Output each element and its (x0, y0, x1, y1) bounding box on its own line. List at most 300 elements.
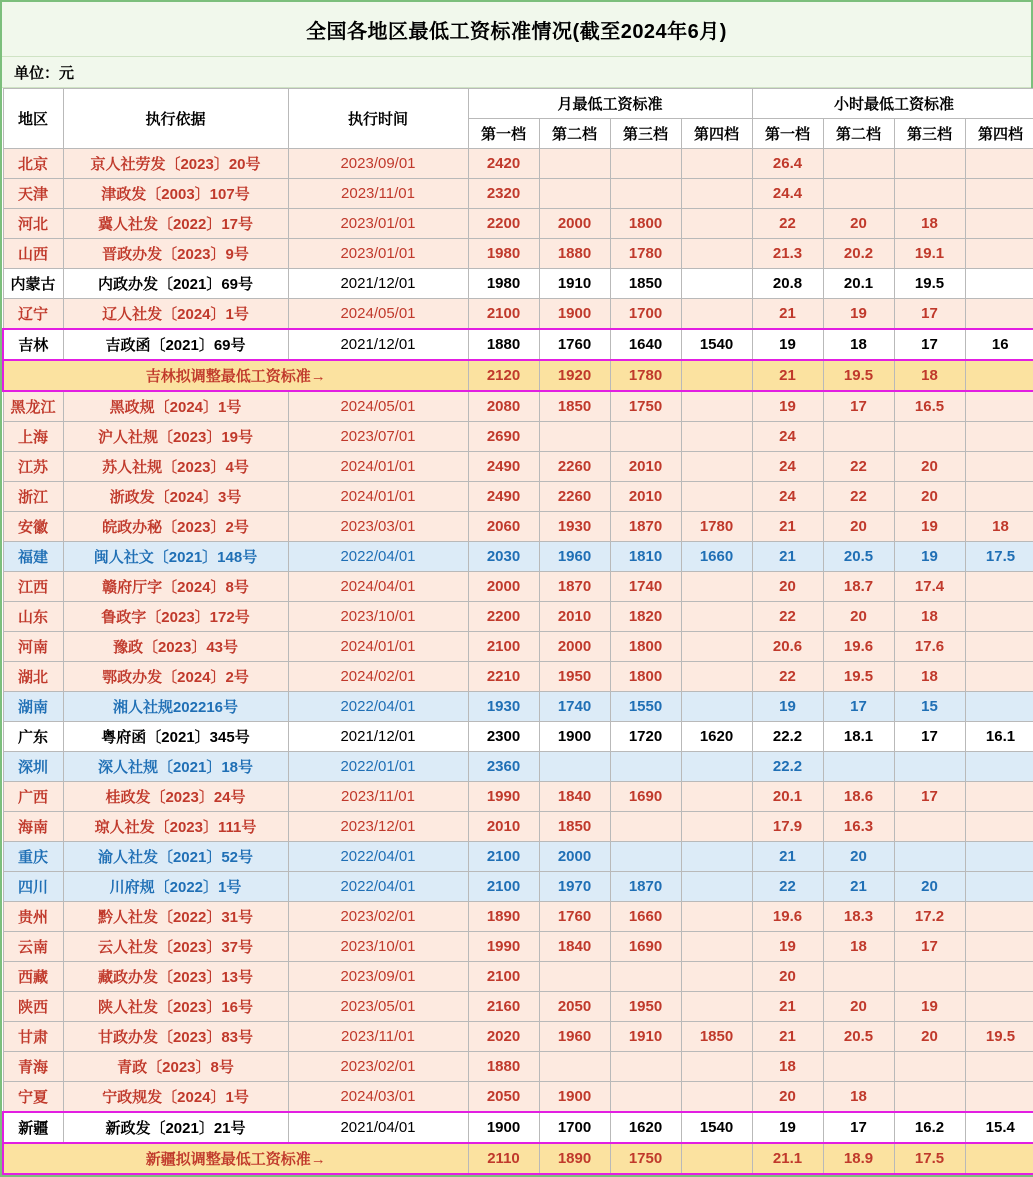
cell-hourly-level3: 18 (894, 209, 965, 239)
cell-hourly-level3: 16.5 (894, 391, 965, 422)
cell-basis: 甘政办发〔2023〕83号 (63, 1022, 288, 1052)
cell-region: 新疆 (3, 1112, 63, 1143)
cell-basis: 陕人社发〔2023〕16号 (63, 992, 288, 1022)
cell-basis: 内政办发〔2021〕69号 (63, 269, 288, 299)
cell-hourly-level2: 20 (823, 992, 894, 1022)
cell-hourly-level2: 17 (823, 391, 894, 422)
cell-hourly-level3 (894, 842, 965, 872)
cell-hourly-level2 (823, 149, 894, 179)
cell-monthly-level3: 1910 (610, 1022, 681, 1052)
cell-hourly-level1: 20 (752, 1082, 823, 1113)
cell-hourly-level1: 21 (752, 360, 823, 391)
cell-region: 青海 (3, 1052, 63, 1082)
table-row (3, 782, 1033, 812)
cell-monthly-level4 (681, 902, 752, 932)
cell-monthly-level2: 1900 (539, 722, 610, 752)
cell-monthly-level3: 1640 (610, 329, 681, 360)
cell-hourly-level1: 24.4 (752, 179, 823, 209)
cell-monthly-level3: 1820 (610, 602, 681, 632)
table-row (3, 962, 1033, 992)
cell-hourly-level1: 20 (752, 962, 823, 992)
cell-basis: 津政发〔2003〕107号 (63, 179, 288, 209)
cell-hourly-level3: 16.2 (894, 1112, 965, 1143)
cell-hourly-level4 (965, 872, 1033, 902)
cell-hourly-level4 (965, 782, 1033, 812)
cell-monthly-level1: 2420 (468, 149, 539, 179)
cell-hourly-level3 (894, 752, 965, 782)
col-header-basis: 执行依据 (63, 89, 288, 149)
cell-effective-date: 2023/05/01 (288, 992, 468, 1022)
cell-monthly-level4 (681, 602, 752, 632)
cell-effective-date: 2022/04/01 (288, 692, 468, 722)
cell-region: 山东 (3, 602, 63, 632)
cell-monthly-level2: 2000 (539, 842, 610, 872)
cell-hourly-level3: 17 (894, 299, 965, 330)
cell-basis: 浙政发〔2024〕3号 (63, 482, 288, 512)
table-row (3, 209, 1033, 239)
cell-hourly-level1: 24 (752, 452, 823, 482)
cell-hourly-level4 (965, 632, 1033, 662)
cell-hourly-level3 (894, 149, 965, 179)
cell-region: 吉林 (3, 329, 63, 360)
cell-monthly-level1: 1980 (468, 269, 539, 299)
cell-effective-date: 2024/01/01 (288, 632, 468, 662)
cell-hourly-level1: 17.9 (752, 812, 823, 842)
table-row (3, 482, 1033, 512)
cell-monthly-level1: 1880 (468, 329, 539, 360)
cell-monthly-level1: 1890 (468, 902, 539, 932)
cell-effective-date: 2023/01/01 (288, 209, 468, 239)
cell-hourly-level3 (894, 422, 965, 452)
cell-hourly-level4 (965, 452, 1033, 482)
cell-hourly-level1: 19.6 (752, 902, 823, 932)
cell-basis: 辽人社发〔2024〕1号 (63, 299, 288, 330)
cell-monthly-level2: 1900 (539, 299, 610, 330)
cell-monthly-level4: 1540 (681, 329, 752, 360)
cell-basis: 吉政函〔2021〕69号 (63, 329, 288, 360)
cell-monthly-level2 (539, 179, 610, 209)
cell-basis: 琼人社发〔2023〕111号 (63, 812, 288, 842)
cell-monthly-level1: 1930 (468, 692, 539, 722)
cell-monthly-level2 (539, 1052, 610, 1082)
table-row (3, 299, 1033, 330)
cell-monthly-level2: 1960 (539, 1022, 610, 1052)
cell-monthly-level4 (681, 1143, 752, 1174)
cell-effective-date: 2023/07/01 (288, 422, 468, 452)
col-header-region: 地区 (3, 89, 63, 149)
cell-hourly-level2 (823, 752, 894, 782)
cell-hourly-level1: 22 (752, 662, 823, 692)
cell-monthly-level3: 2010 (610, 482, 681, 512)
cell-monthly-level2: 1950 (539, 662, 610, 692)
cell-hourly-level3: 18 (894, 662, 965, 692)
cell-monthly-level3: 1810 (610, 542, 681, 572)
cell-region: 天津 (3, 179, 63, 209)
cell-hourly-level1: 22 (752, 209, 823, 239)
cell-basis: 闽人社文〔2021〕148号 (63, 542, 288, 572)
cell-basis: 湘人社规202216号 (63, 692, 288, 722)
cell-effective-date: 2024/01/01 (288, 482, 468, 512)
cell-monthly-level2: 1850 (539, 812, 610, 842)
cell-region: 陕西 (3, 992, 63, 1022)
table-row-note (3, 1143, 1033, 1174)
cell-hourly-level1: 20.8 (752, 269, 823, 299)
cell-hourly-level4: 18 (965, 512, 1033, 542)
cell-region: 宁夏 (3, 1082, 63, 1113)
cell-monthly-level4 (681, 360, 752, 391)
cell-monthly-level2 (539, 149, 610, 179)
cell-effective-date: 2023/11/01 (288, 782, 468, 812)
cell-monthly-level4: 1540 (681, 1112, 752, 1143)
cell-hourly-level4 (965, 209, 1033, 239)
cell-basis: 粤府函〔2021〕345号 (63, 722, 288, 752)
cell-hourly-level4 (965, 692, 1033, 722)
cell-hourly-level1: 21.1 (752, 1143, 823, 1174)
cell-monthly-level1: 1880 (468, 1052, 539, 1082)
cell-hourly-level3: 18 (894, 602, 965, 632)
cell-basis: 宁政规发〔2024〕1号 (63, 1082, 288, 1113)
cell-monthly-level1: 2300 (468, 722, 539, 752)
cell-monthly-level4: 1620 (681, 722, 752, 752)
cell-monthly-level3: 1700 (610, 299, 681, 330)
cell-monthly-level1: 2100 (468, 632, 539, 662)
cell-monthly-level3 (610, 962, 681, 992)
cell-hourly-level1: 19 (752, 1112, 823, 1143)
cell-monthly-level3 (610, 812, 681, 842)
cell-monthly-level3: 1800 (610, 662, 681, 692)
cell-hourly-level2: 20 (823, 602, 894, 632)
cell-monthly-level2: 1870 (539, 572, 610, 602)
cell-monthly-level1: 2100 (468, 962, 539, 992)
cell-monthly-level3: 1800 (610, 209, 681, 239)
cell-hourly-level2: 21 (823, 872, 894, 902)
cell-hourly-level4: 17.5 (965, 542, 1033, 572)
cell-hourly-level1: 21.3 (752, 239, 823, 269)
cell-monthly-level2: 1960 (539, 542, 610, 572)
col-header-date: 执行时间 (288, 89, 468, 149)
cell-effective-date: 2022/01/01 (288, 752, 468, 782)
cell-monthly-level2: 2000 (539, 209, 610, 239)
cell-monthly-level1: 2200 (468, 209, 539, 239)
cell-hourly-level3: 17 (894, 329, 965, 360)
cell-monthly-level3: 1550 (610, 692, 681, 722)
cell-monthly-level3: 1690 (610, 932, 681, 962)
cell-monthly-level4 (681, 391, 752, 422)
cell-hourly-level2: 17 (823, 1112, 894, 1143)
cell-monthly-level1: 2010 (468, 812, 539, 842)
table-row (3, 422, 1033, 452)
cell-monthly-level1: 1990 (468, 782, 539, 812)
cell-region: 贵州 (3, 902, 63, 932)
cell-effective-date: 2023/10/01 (288, 932, 468, 962)
cell-hourly-level3: 17.2 (894, 902, 965, 932)
cell-effective-date: 2021/12/01 (288, 329, 468, 360)
cell-hourly-level3: 19.1 (894, 239, 965, 269)
header-row-groups (3, 89, 1033, 119)
cell-monthly-level1: 2050 (468, 1082, 539, 1113)
col-group-hourly: 小时最低工资标准 (752, 89, 1033, 119)
cell-hourly-level4 (965, 239, 1033, 269)
cell-monthly-level2 (539, 422, 610, 452)
cell-hourly-level1: 20.1 (752, 782, 823, 812)
cell-effective-date: 2021/12/01 (288, 269, 468, 299)
cell-basis: 京人社劳发〔2023〕20号 (63, 149, 288, 179)
col-header-monthly-level3: 第三档 (610, 119, 681, 149)
cell-monthly-level3 (610, 149, 681, 179)
cell-effective-date: 2022/04/01 (288, 842, 468, 872)
cell-monthly-level4 (681, 812, 752, 842)
cell-basis: 沪人社规〔2023〕19号 (63, 422, 288, 452)
table-row (3, 391, 1033, 422)
cell-basis: 青政〔2023〕8号 (63, 1052, 288, 1082)
cell-monthly-level2 (539, 962, 610, 992)
cell-monthly-level1: 1980 (468, 239, 539, 269)
cell-monthly-level3 (610, 1082, 681, 1113)
cell-monthly-level2 (539, 752, 610, 782)
cell-region: 河南 (3, 632, 63, 662)
cell-region: 湖北 (3, 662, 63, 692)
cell-monthly-level2: 1880 (539, 239, 610, 269)
cell-hourly-level2 (823, 962, 894, 992)
cell-hourly-level4 (965, 179, 1033, 209)
cell-hourly-level2: 22 (823, 452, 894, 482)
cell-hourly-level3: 20 (894, 872, 965, 902)
cell-monthly-level4 (681, 752, 752, 782)
table-row (3, 542, 1033, 572)
cell-monthly-level1: 2490 (468, 482, 539, 512)
cell-region: 四川 (3, 872, 63, 902)
cell-monthly-level3: 1870 (610, 512, 681, 542)
cell-hourly-level4 (965, 932, 1033, 962)
cell-hourly-level4 (965, 1052, 1033, 1082)
cell-monthly-level1: 2110 (468, 1143, 539, 1174)
cell-monthly-level2: 2010 (539, 602, 610, 632)
cell-hourly-level4 (965, 360, 1033, 391)
unit-label-bar (2, 57, 1031, 88)
cell-hourly-level3: 17.6 (894, 632, 965, 662)
cell-monthly-level3 (610, 422, 681, 452)
cell-monthly-level3: 1750 (610, 1143, 681, 1174)
cell-hourly-level2: 20.2 (823, 239, 894, 269)
cell-region: 海南 (3, 812, 63, 842)
cell-hourly-level2: 20.5 (823, 1022, 894, 1052)
cell-hourly-level1: 21 (752, 1022, 823, 1052)
table-row (3, 842, 1033, 872)
cell-hourly-level3: 20 (894, 452, 965, 482)
table-row (3, 1082, 1033, 1113)
cell-monthly-level2: 1920 (539, 360, 610, 391)
cell-monthly-level4 (681, 1082, 752, 1113)
cell-hourly-level1: 20.6 (752, 632, 823, 662)
cell-hourly-level2: 17 (823, 692, 894, 722)
col-header-hourly-level4: 第四档 (965, 119, 1033, 149)
cell-effective-date: 2023/12/01 (288, 812, 468, 842)
cell-monthly-level2: 1840 (539, 932, 610, 962)
cell-hourly-level4 (965, 1143, 1033, 1174)
cell-region: 湖南 (3, 692, 63, 722)
cell-monthly-level4: 1660 (681, 542, 752, 572)
cell-hourly-level2: 20.1 (823, 269, 894, 299)
cell-hourly-level2: 18.3 (823, 902, 894, 932)
cell-monthly-level2: 1850 (539, 391, 610, 422)
cell-hourly-level1: 22 (752, 872, 823, 902)
cell-monthly-level3 (610, 1052, 681, 1082)
cell-monthly-level2: 1760 (539, 329, 610, 360)
table-row (3, 692, 1033, 722)
cell-monthly-level1: 2690 (468, 422, 539, 452)
cell-effective-date: 2024/02/01 (288, 662, 468, 692)
cell-hourly-level1: 22.2 (752, 722, 823, 752)
cell-region: 云南 (3, 932, 63, 962)
table-row (3, 239, 1033, 269)
cell-hourly-level2: 18.7 (823, 572, 894, 602)
cell-monthly-level1: 1990 (468, 932, 539, 962)
cell-monthly-level4 (681, 149, 752, 179)
cell-region: 山西 (3, 239, 63, 269)
col-header-monthly-level2: 第二档 (539, 119, 610, 149)
cell-basis: 黔人社发〔2022〕31号 (63, 902, 288, 932)
table-row (3, 149, 1033, 179)
cell-basis: 苏人社规〔2023〕4号 (63, 452, 288, 482)
table-row (3, 1022, 1033, 1052)
cell-hourly-level1: 24 (752, 422, 823, 452)
cell-hourly-level1: 21 (752, 842, 823, 872)
cell-effective-date: 2024/05/01 (288, 299, 468, 330)
cell-hourly-level4 (965, 812, 1033, 842)
table-row (3, 269, 1033, 299)
cell-hourly-level4 (965, 149, 1033, 179)
cell-monthly-level2: 1740 (539, 692, 610, 722)
cell-hourly-level3: 17 (894, 932, 965, 962)
cell-basis: 黑政规〔2024〕1号 (63, 391, 288, 422)
cell-monthly-level1: 2000 (468, 572, 539, 602)
cell-region: 甘肃 (3, 1022, 63, 1052)
cell-monthly-level3 (610, 179, 681, 209)
cell-monthly-level4 (681, 572, 752, 602)
cell-hourly-level4: 16 (965, 329, 1033, 360)
minimum-wage-table (2, 88, 1033, 1175)
cell-hourly-level2: 19.6 (823, 632, 894, 662)
cell-hourly-level2: 20 (823, 209, 894, 239)
cell-hourly-level1: 21 (752, 992, 823, 1022)
cell-hourly-level4 (965, 992, 1033, 1022)
cell-hourly-level1: 19 (752, 329, 823, 360)
cell-monthly-level1: 2080 (468, 391, 539, 422)
cell-hourly-level3 (894, 812, 965, 842)
cell-region: 北京 (3, 149, 63, 179)
cell-hourly-level4 (965, 962, 1033, 992)
cell-monthly-level1: 2320 (468, 179, 539, 209)
cell-monthly-level3 (610, 752, 681, 782)
cell-effective-date: 2024/01/01 (288, 452, 468, 482)
cell-hourly-level4: 16.1 (965, 722, 1033, 752)
cell-basis: 豫政〔2023〕43号 (63, 632, 288, 662)
table-head (3, 89, 1033, 149)
cell-monthly-level4 (681, 632, 752, 662)
cell-effective-date: 2023/11/01 (288, 179, 468, 209)
cell-monthly-level4 (681, 692, 752, 722)
cell-effective-date: 2023/02/01 (288, 1052, 468, 1082)
cell-monthly-level1: 2100 (468, 299, 539, 330)
cell-monthly-level3: 1780 (610, 239, 681, 269)
cell-hourly-level3: 17 (894, 782, 965, 812)
cell-monthly-level3: 1800 (610, 632, 681, 662)
cell-effective-date: 2023/02/01 (288, 902, 468, 932)
cell-hourly-level2 (823, 422, 894, 452)
cell-monthly-level3: 1740 (610, 572, 681, 602)
cell-monthly-level1: 2200 (468, 602, 539, 632)
cell-hourly-level2: 16.3 (823, 812, 894, 842)
cell-basis: 藏政办发〔2023〕13号 (63, 962, 288, 992)
cell-monthly-level3: 1850 (610, 269, 681, 299)
cell-monthly-level2: 1930 (539, 512, 610, 542)
adjustment-note: 吉林拟调整最低工资标准→ (3, 360, 468, 391)
cell-effective-date: 2023/03/01 (288, 512, 468, 542)
cell-monthly-level3: 1690 (610, 782, 681, 812)
cell-region: 安徽 (3, 512, 63, 542)
cell-monthly-level4 (681, 299, 752, 330)
cell-hourly-level1: 22.2 (752, 752, 823, 782)
cell-effective-date: 2021/12/01 (288, 722, 468, 752)
table-row (3, 179, 1033, 209)
cell-monthly-level4 (681, 992, 752, 1022)
cell-monthly-level3: 1780 (610, 360, 681, 391)
cell-basis: 渝人社发〔2021〕52号 (63, 842, 288, 872)
cell-monthly-level4 (681, 932, 752, 962)
cell-hourly-level3: 19 (894, 992, 965, 1022)
cell-hourly-level2: 18.1 (823, 722, 894, 752)
cell-basis: 新政发〔2021〕21号 (63, 1112, 288, 1143)
cell-hourly-level3: 19 (894, 512, 965, 542)
cell-monthly-level2: 2260 (539, 482, 610, 512)
cell-hourly-level3: 19 (894, 542, 965, 572)
cell-hourly-level2: 18 (823, 932, 894, 962)
cell-monthly-level4 (681, 209, 752, 239)
cell-hourly-level4 (965, 269, 1033, 299)
cell-monthly-level2: 2260 (539, 452, 610, 482)
cell-region: 重庆 (3, 842, 63, 872)
cell-hourly-level2: 19.5 (823, 662, 894, 692)
cell-basis: 鲁政字〔2023〕172号 (63, 602, 288, 632)
cell-hourly-level1: 24 (752, 482, 823, 512)
table-row (3, 812, 1033, 842)
page-title: 全国各地区最低工资标准情况(截至2024年6月) (306, 20, 727, 43)
cell-hourly-level3: 18 (894, 360, 965, 391)
cell-basis: 川府规〔2022〕1号 (63, 872, 288, 902)
cell-hourly-level1: 26.4 (752, 149, 823, 179)
cell-effective-date: 2021/04/01 (288, 1112, 468, 1143)
cell-monthly-level2: 1840 (539, 782, 610, 812)
table-row (3, 932, 1033, 962)
table-row (3, 1052, 1033, 1082)
cell-monthly-level4 (681, 269, 752, 299)
table-row (3, 632, 1033, 662)
cell-hourly-level2 (823, 1052, 894, 1082)
cell-monthly-level4 (681, 872, 752, 902)
cell-monthly-level3: 1620 (610, 1112, 681, 1143)
cell-hourly-level2: 20 (823, 512, 894, 542)
cell-hourly-level4 (965, 842, 1033, 872)
cell-hourly-level2: 20.5 (823, 542, 894, 572)
cell-basis: 皖政办秘〔2023〕2号 (63, 512, 288, 542)
table-row (3, 329, 1033, 360)
cell-region: 江苏 (3, 452, 63, 482)
cell-hourly-level2: 19 (823, 299, 894, 330)
adjustment-note: 新疆拟调整最低工资标准→ (3, 1143, 468, 1174)
cell-hourly-level1: 19 (752, 932, 823, 962)
table-row (3, 872, 1033, 902)
cell-hourly-level2: 18.9 (823, 1143, 894, 1174)
